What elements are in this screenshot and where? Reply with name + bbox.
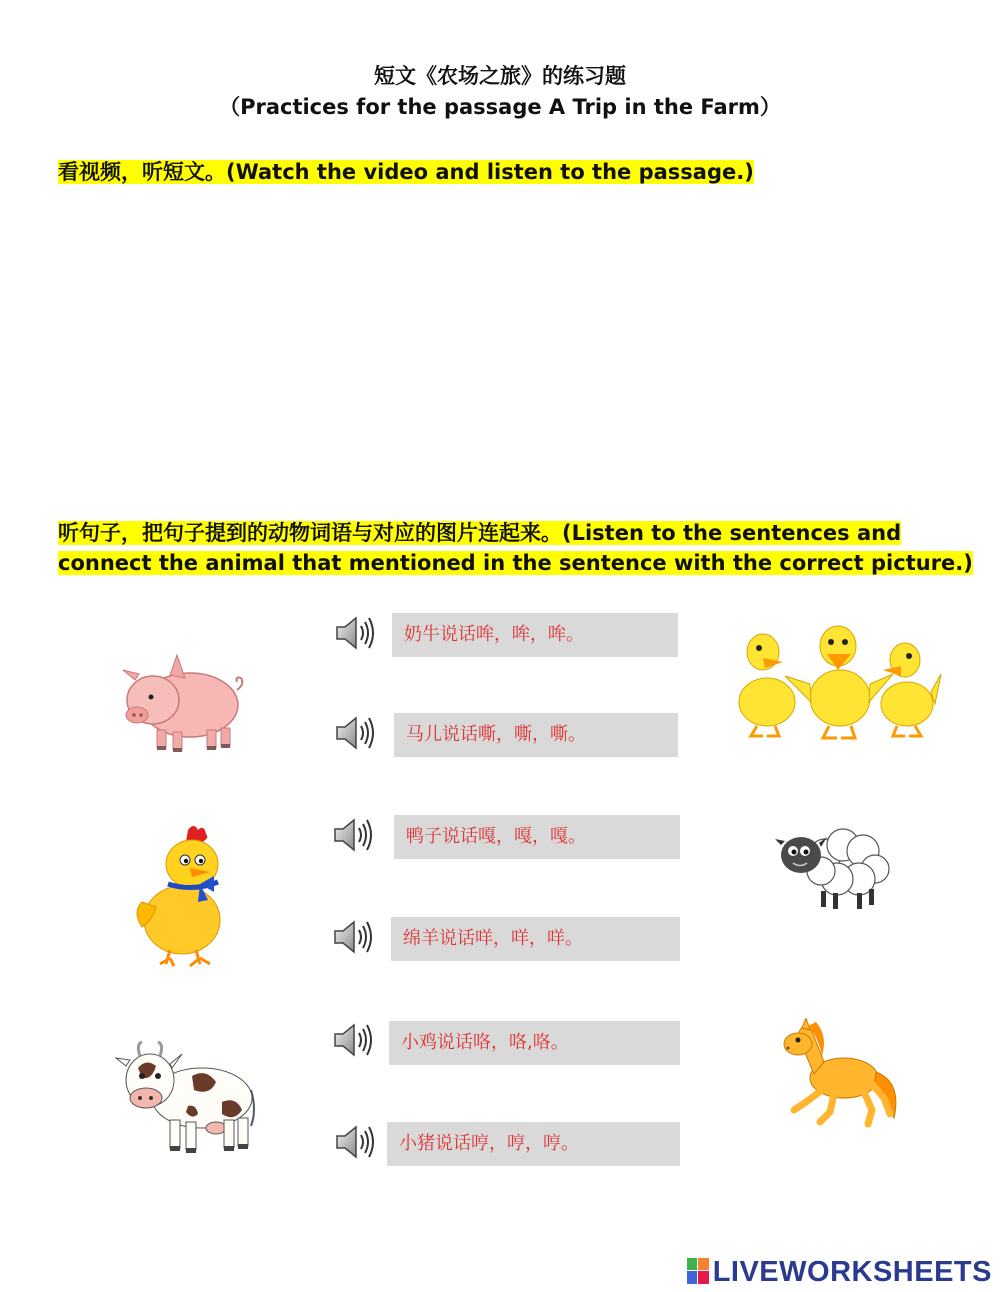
sentence-box-4[interactable]: 绵羊说话咩，咩，咩。 [391,917,680,961]
section1-instruction [58,157,754,187]
section2-instruction [58,518,973,578]
ducks-image[interactable] [735,622,945,742]
section2-instruction-line1: 听句子，把句子提到的动物词语与对应的图片连起来。(Listen to the sentences and [58,521,902,545]
pig-image[interactable] [115,650,245,756]
horse-image[interactable] [780,1018,905,1128]
speaker-icon[interactable] [334,613,378,653]
logo-text: LIVEWORKSHEETS [712,1256,992,1288]
sentence-box-1[interactable]: 奶牛说话哞，哞，哞。 [392,613,678,657]
speaker-icon[interactable] [332,917,376,957]
section2-instruction-line2: connect the animal that mentioned in the sentence with the correct picture.) [58,551,973,575]
video-area[interactable] [58,200,938,500]
sentence-box-5[interactable]: 小鸡说话咯，咯,咯。 [389,1021,680,1065]
speaker-icon[interactable] [332,815,376,855]
speaker-icon[interactable] [334,713,378,753]
section1-instruction-text: 看视频，听短文。(Watch the video and listen to the passage.) [58,160,754,184]
speaker-icon[interactable] [334,1122,378,1162]
sheep-image[interactable] [775,815,895,910]
liveworksheets-logo [687,1256,992,1289]
chick-image[interactable] [130,822,230,967]
sentence-box-3[interactable]: 鸭子说话嘎，嘎，嘎。 [394,815,680,859]
page-title: 短文《农场之旅》的练习题 [374,64,626,88]
speaker-icon[interactable] [332,1020,376,1060]
page-subtitle: （Practices for the passage A Trip in the Farm） [219,95,781,119]
logo-badge-icon [687,1258,709,1284]
sentence-box-6[interactable]: 小猪说话哼，哼，哼。 [387,1122,680,1166]
sentence-box-2[interactable]: 马儿说话嘶，嘶，嘶。 [394,713,678,757]
cow-image[interactable] [112,1040,257,1160]
